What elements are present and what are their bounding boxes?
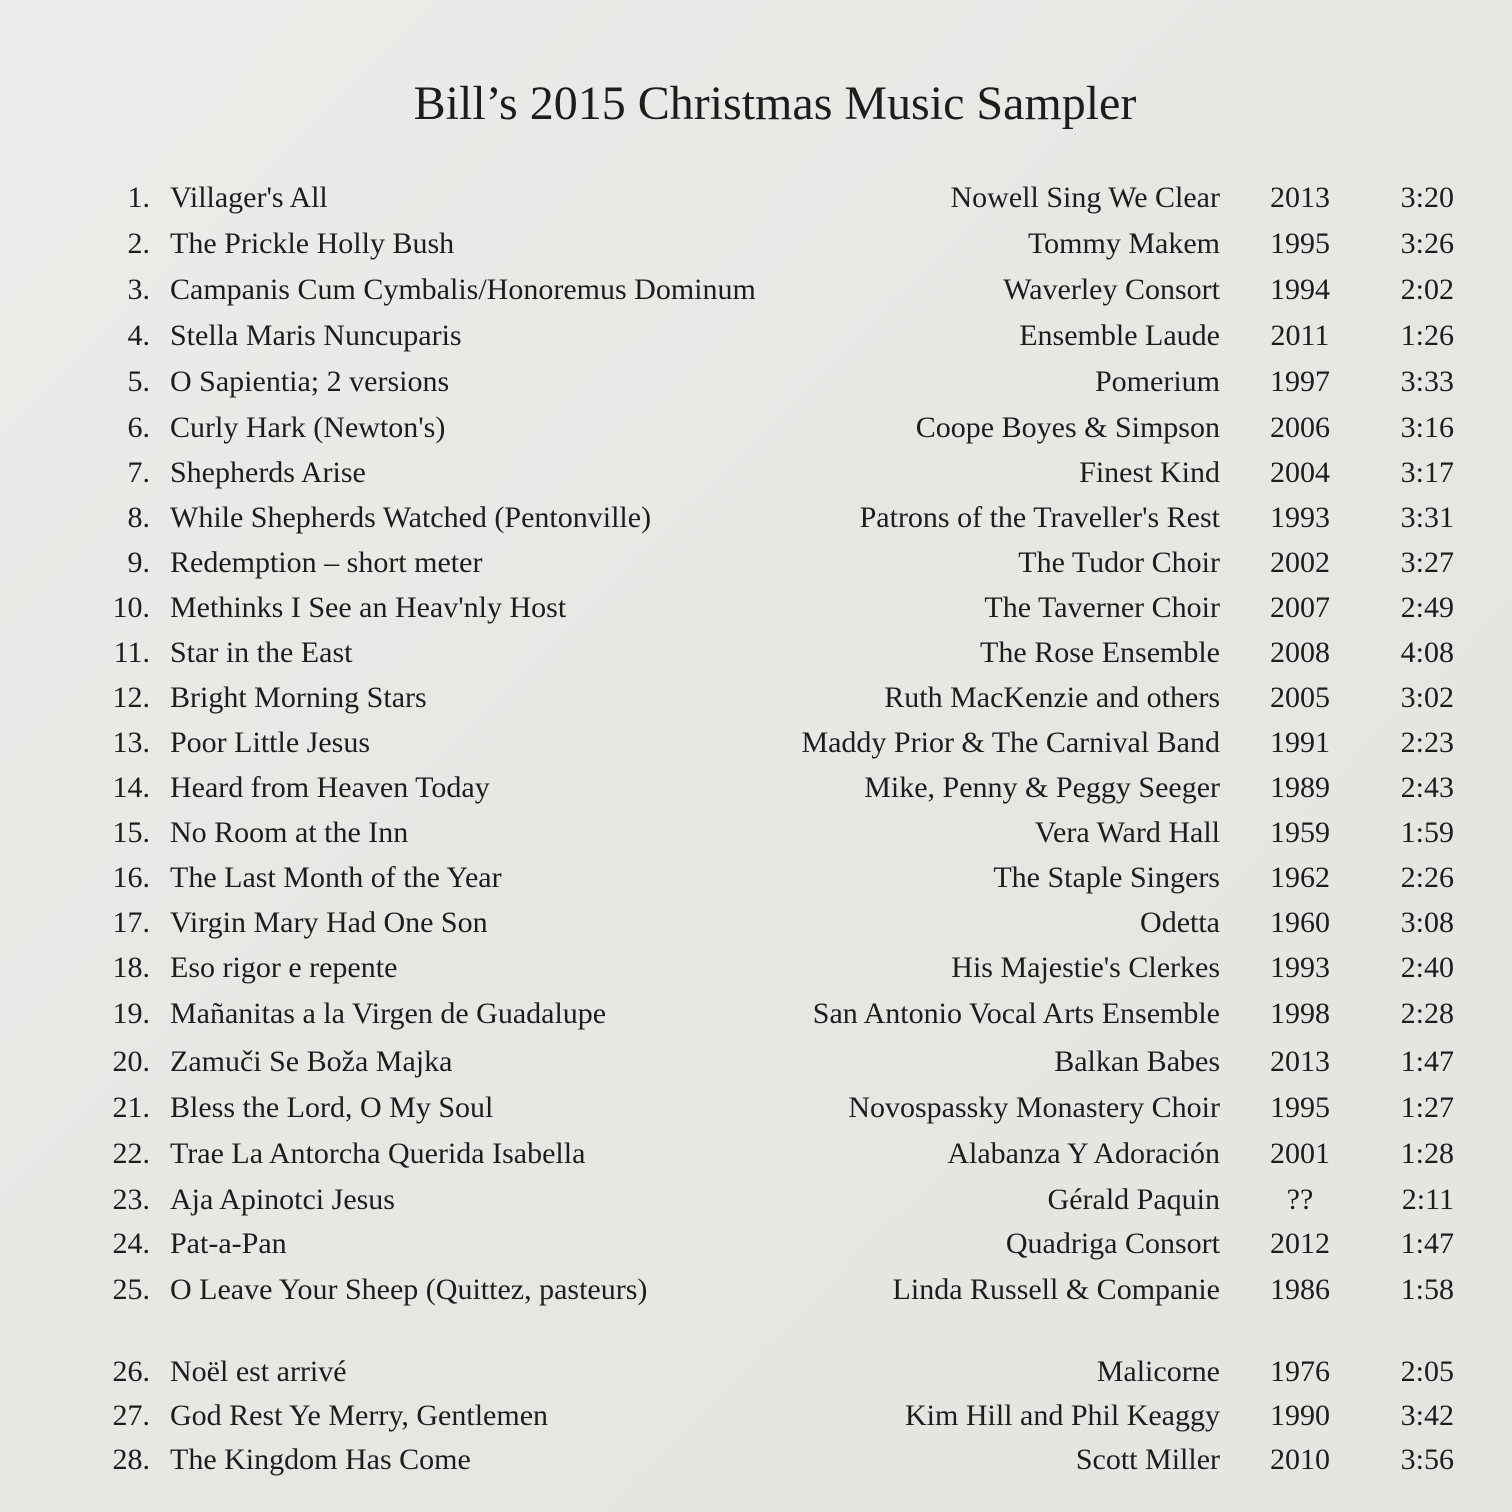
track-number: 2.: [127, 227, 150, 260]
track-row: [0, 858, 1512, 898]
track-year: 2012: [1270, 1227, 1330, 1260]
track-year: 1986: [1270, 1273, 1330, 1306]
track-artist: Waverley Consort: [1003, 273, 1220, 306]
track-year: 2004: [1270, 456, 1330, 489]
track-row: [0, 1042, 1512, 1082]
track-year: 1959: [1270, 816, 1330, 849]
track-number: 7.: [127, 456, 150, 489]
track-artist: The Taverner Choir: [984, 591, 1220, 624]
track-year: 2006: [1270, 411, 1330, 444]
track-title: Curly Hark (Newton's): [170, 411, 446, 444]
track-title: Villager's All: [170, 181, 328, 214]
track-title: God Rest Ye Merry, Gentlemen: [170, 1399, 549, 1432]
track-year: 1993: [1270, 501, 1330, 534]
track-title: Stella Maris Nuncuparis: [170, 319, 462, 352]
track-artist: Linda Russell & Companie: [892, 1273, 1220, 1306]
track-year: 1989: [1270, 771, 1330, 804]
track-duration: 2:49: [1400, 591, 1454, 624]
track-duration: 2:02: [1400, 273, 1454, 306]
track-artist: Patrons of the Traveller's Rest: [859, 501, 1220, 534]
track-duration: 1:59: [1400, 816, 1454, 849]
track-number: 27.: [112, 1399, 150, 1432]
track-number: 4.: [127, 319, 150, 352]
track-number: 11.: [113, 636, 150, 669]
track-duration: 4:08: [1400, 636, 1454, 669]
track-artist: Coope Boyes & Simpson: [915, 411, 1220, 444]
track-artist: Nowell Sing We Clear: [950, 181, 1220, 214]
track-duration: 3:02: [1400, 681, 1454, 714]
track-duration: 3:26: [1400, 227, 1454, 260]
track-title: Zamuči Se Boža Majka: [170, 1045, 453, 1078]
track-row: [0, 408, 1512, 448]
track-duration: 2:43: [1400, 771, 1454, 804]
track-year: 1998: [1270, 997, 1330, 1030]
track-row: [0, 1440, 1512, 1480]
track-duration: 1:28: [1400, 1137, 1454, 1170]
track-row: [0, 1180, 1512, 1220]
track-duration: 3:20: [1400, 181, 1454, 214]
track-artist: Vera Ward Hall: [1034, 816, 1220, 849]
track-row: [0, 813, 1512, 853]
track-artist: Ensemble Laude: [1019, 319, 1220, 352]
track-year: 2013: [1270, 1045, 1330, 1078]
track-number: 5.: [127, 365, 150, 398]
track-year: 1962: [1270, 861, 1330, 894]
track-year: 1995: [1270, 227, 1330, 260]
track-title: Campanis Cum Cymbalis/Honoremus Dominum: [170, 273, 756, 306]
track-year: 1994: [1270, 273, 1330, 306]
track-duration: 1:27: [1400, 1091, 1454, 1124]
track-title: Mañanitas a la Virgen de Guadalupe: [170, 997, 607, 1030]
track-year: 2002: [1270, 546, 1330, 579]
track-year: 2011: [1270, 319, 1330, 352]
track-artist: Kim Hill and Phil Keaggy: [905, 1399, 1220, 1432]
track-title: The Last Month of the Year: [170, 861, 502, 894]
track-duration: 1:58: [1400, 1273, 1454, 1306]
track-number: 12.: [112, 681, 150, 714]
track-year: 1997: [1270, 365, 1330, 398]
track-year: ??: [1286, 1183, 1314, 1216]
track-duration: 1:47: [1400, 1227, 1454, 1260]
track-artist: Maddy Prior & The Carnival Band: [801, 726, 1220, 759]
track-artist: Ruth MacKenzie and others: [884, 681, 1220, 714]
track-row: [0, 178, 1512, 218]
track-artist: Odetta: [1140, 906, 1220, 939]
track-row: [0, 1134, 1512, 1174]
track-number: 21.: [112, 1091, 150, 1124]
track-number: 10.: [112, 591, 150, 624]
track-duration: 2:05: [1400, 1355, 1454, 1388]
track-number: 22.: [112, 1137, 150, 1170]
track-title: Heard from Heaven Today: [170, 771, 490, 804]
track-year: 1976: [1270, 1355, 1330, 1388]
track-duration: 1:47: [1400, 1045, 1454, 1078]
track-artist: Gérald Paquin: [1047, 1183, 1220, 1216]
track-row: [0, 1396, 1512, 1436]
track-artist: Novospassky Monastery Choir: [848, 1091, 1220, 1124]
track-artist: Quadriga Consort: [1005, 1227, 1220, 1260]
track-year: 1960: [1270, 906, 1330, 939]
track-row: [0, 543, 1512, 583]
track-title: While Shepherds Watched (Pentonville): [170, 501, 652, 534]
track-number: 6.: [127, 411, 150, 444]
track-duration: 2:40: [1400, 951, 1454, 984]
track-duration: 3:33: [1400, 365, 1454, 398]
track-artist: Finest Kind: [1079, 456, 1220, 489]
track-duration: 3:17: [1400, 456, 1454, 489]
track-number: 25.: [112, 1273, 150, 1306]
track-artist: Scott Miller: [1075, 1443, 1220, 1476]
track-number: 8.: [127, 501, 150, 534]
track-year: 2013: [1270, 181, 1330, 214]
track-number: 13.: [112, 726, 150, 759]
track-row: [0, 362, 1512, 402]
track-number: 17.: [112, 906, 150, 939]
track-title: Noël est arrivé: [170, 1355, 347, 1388]
track-duration: 3:16: [1400, 411, 1454, 444]
track-year: 1995: [1270, 1091, 1330, 1124]
track-row: [0, 224, 1512, 264]
track-year: 2005: [1270, 681, 1330, 714]
track-row: [0, 723, 1512, 763]
track-title: Shepherds Arise: [170, 456, 366, 489]
track-artist: Pomerium: [1095, 365, 1220, 398]
track-title: Bless the Lord, O My Soul: [170, 1091, 494, 1124]
track-number: 28.: [112, 1443, 150, 1476]
track-row: [0, 1270, 1512, 1310]
track-year: 2001: [1270, 1137, 1330, 1170]
track-title: The Prickle Holly Bush: [170, 227, 455, 260]
track-number: 26.: [112, 1355, 150, 1388]
track-title: O Leave Your Sheep (Quittez, pasteurs): [170, 1273, 648, 1306]
track-row: [0, 270, 1512, 310]
track-number: 24.: [112, 1227, 150, 1260]
track-row: [0, 588, 1512, 628]
track-title: O Sapientia; 2 versions: [170, 365, 450, 398]
track-title: The Kingdom Has Come: [170, 1443, 471, 1476]
track-row: [0, 994, 1512, 1034]
track-number: 1.: [127, 181, 150, 214]
track-title: Bright Morning Stars: [170, 681, 427, 714]
track-number: 19.: [112, 997, 150, 1030]
track-artist: Malicorne: [1096, 1355, 1220, 1388]
track-row: [0, 498, 1512, 538]
track-number: 23.: [112, 1183, 150, 1216]
track-row: [0, 1088, 1512, 1128]
track-title: Pat-a-Pan: [170, 1227, 287, 1260]
track-artist: Balkan Babes: [1054, 1045, 1220, 1078]
track-row: [0, 768, 1512, 808]
track-artist: Alabanza Y Adoración: [947, 1137, 1220, 1170]
track-number: 20.: [112, 1045, 150, 1078]
track-number: 3.: [127, 273, 150, 306]
track-title: No Room at the Inn: [170, 816, 409, 849]
track-row: [0, 316, 1512, 356]
track-artist: Mike, Penny & Peggy Seeger: [864, 771, 1220, 804]
track-duration: 1:26: [1400, 319, 1454, 352]
track-artist: His Majestie's Clerkes: [951, 951, 1220, 984]
track-title: Redemption – short meter: [170, 546, 483, 579]
track-title: Star in the East: [170, 636, 353, 669]
track-number: 15.: [112, 816, 150, 849]
track-artist: San Antonio Vocal Arts Ensemble: [812, 997, 1220, 1030]
track-row: [0, 453, 1512, 493]
track-row: [0, 1224, 1512, 1264]
track-duration: 2:11: [1401, 1183, 1454, 1216]
track-number: 14.: [112, 771, 150, 804]
track-number: 16.: [112, 861, 150, 894]
track-title: Eso rigor e repente: [170, 951, 398, 984]
track-number: 9.: [127, 546, 150, 579]
track-row: [0, 903, 1512, 943]
track-year: 1991: [1270, 726, 1330, 759]
track-duration: 2:26: [1400, 861, 1454, 894]
track-number: 18.: [112, 951, 150, 984]
track-year: 2008: [1270, 636, 1330, 669]
track-row: [0, 633, 1512, 673]
page-title: Bill’s 2015 Christmas Music Sampler: [413, 77, 1137, 130]
track-artist: The Tudor Choir: [1018, 546, 1220, 579]
track-duration: 2:28: [1400, 997, 1454, 1030]
track-title: Poor Little Jesus: [170, 726, 370, 759]
track-duration: 2:23: [1400, 726, 1454, 759]
track-year: 1993: [1270, 951, 1330, 984]
track-title: Aja Apinotci Jesus: [170, 1183, 395, 1216]
track-duration: 3:42: [1400, 1399, 1454, 1432]
track-duration: 3:27: [1400, 546, 1454, 579]
track-year: 2007: [1270, 591, 1330, 624]
track-row: [0, 1352, 1512, 1392]
track-artist: The Staple Singers: [993, 861, 1220, 894]
track-row: [0, 678, 1512, 718]
track-title: Virgin Mary Had One Son: [170, 906, 488, 939]
track-title: Trae La Antorcha Querida Isabella: [170, 1137, 586, 1170]
track-row: [0, 948, 1512, 988]
track-year: 2010: [1270, 1443, 1330, 1476]
track-artist: The Rose Ensemble: [980, 636, 1220, 669]
track-title: Methinks I See an Heav'nly Host: [170, 591, 567, 624]
track-duration: 3:31: [1400, 501, 1454, 534]
track-year: 1990: [1270, 1399, 1330, 1432]
track-duration: 3:08: [1400, 906, 1454, 939]
track-artist: Tommy Makem: [1027, 227, 1220, 260]
track-duration: 3:56: [1400, 1443, 1454, 1476]
